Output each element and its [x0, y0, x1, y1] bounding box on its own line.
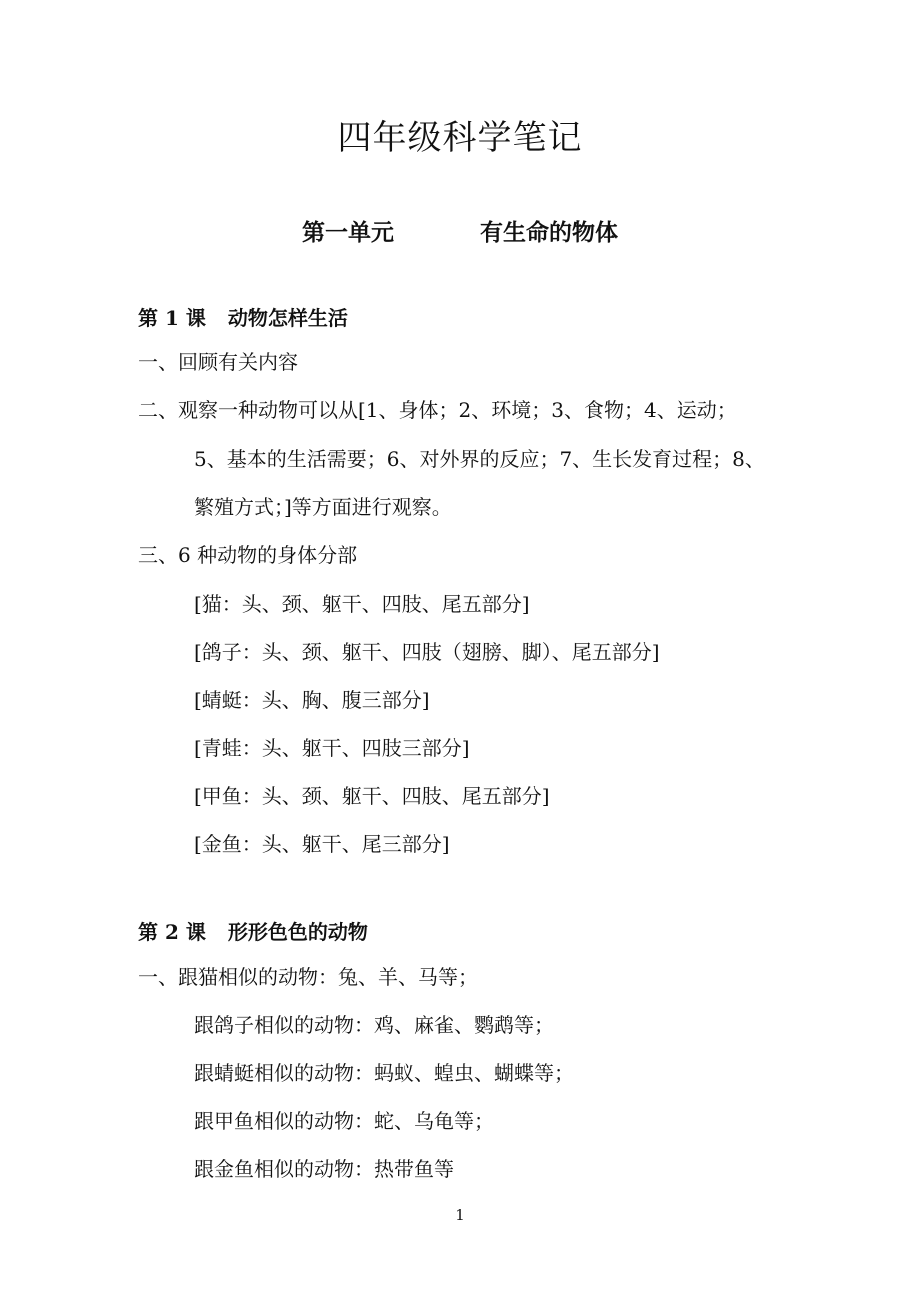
lesson-2-line: 跟甲鱼相似的动物：蛇、乌龟等； [194, 1109, 494, 1133]
unit-label: 第一单元 [302, 219, 394, 246]
lesson-1-name: 动物怎样生活 [227, 306, 348, 330]
lesson-1-label: 第 1 课 [138, 306, 206, 330]
lesson-1-line: [甲鱼：头、颈、躯干、四肢、尾五部分] [194, 784, 550, 808]
lesson-2-label: 第 2 课 [138, 920, 206, 944]
unit-name: 有生命的物体 [480, 219, 618, 246]
lesson-2-line: 跟鸽子相似的动物：鸡、麻雀、鹦鹉等； [194, 1013, 554, 1037]
lesson-1-line: [鸽子：头、颈、躯干、四肢（翅膀、脚）、尾五部分] [194, 640, 660, 664]
lesson-1-line: [猫：头、颈、躯干、四肢、尾五部分] [194, 592, 530, 616]
lesson-2-line: 一、跟猫相似的动物：兔、羊、马等； [138, 965, 478, 989]
lesson-1-line: 一、回顾有关内容 [138, 350, 298, 374]
page-number: 1 [455, 1206, 465, 1224]
lesson-2-heading [138, 916, 368, 945]
lesson-2-line: 跟金鱼相似的动物：热带鱼等 [194, 1157, 454, 1181]
lesson-1-line: 繁殖方式；]等方面进行观察。 [194, 495, 452, 519]
lesson-1-line: [金鱼：头、躯干、尾三部分] [194, 832, 450, 856]
lesson-1-line: 三、6 种动物的身体分部 [138, 543, 358, 567]
unit-heading [0, 214, 920, 247]
lesson-1-line: [青蛙：头、躯干、四肢三部分] [194, 736, 470, 760]
lesson-1-line: 5、基本的生活需要；6、对外界的反应；7、生长发育过程；8、 [194, 447, 765, 471]
lesson-2-line: 跟蜻蜓相似的动物：蚂蚁、蝗虫、蝴蝶等； [194, 1061, 574, 1085]
lesson-1-line: [蜻蜓：头、胸、腹三部分] [194, 688, 430, 712]
lesson-1-line: 二、观察一种动物可以从[1、身体；2、环境；3、食物；4、运动； [138, 398, 737, 422]
lesson-1-heading [138, 302, 348, 331]
lesson-2-name: 形形色色的动物 [227, 920, 368, 944]
document-title: 四年级科学笔记 [337, 118, 583, 158]
